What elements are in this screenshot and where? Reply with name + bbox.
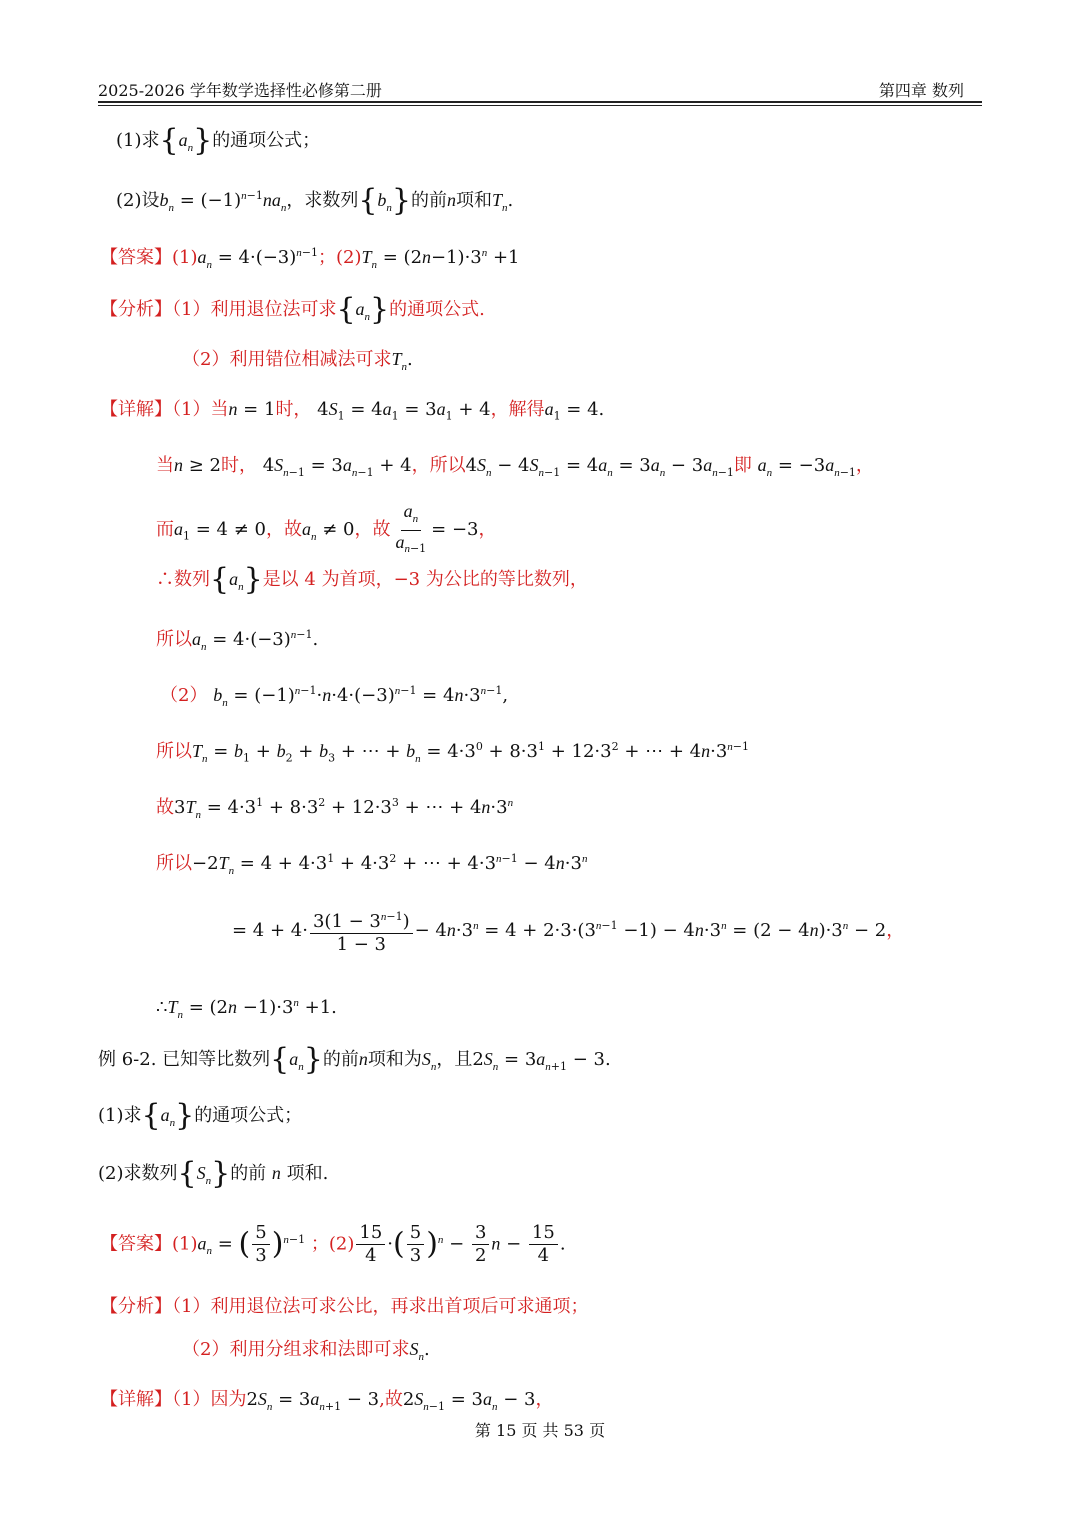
detail-line-9: 所以$-2T_n = 4 + 4\cdot 3^1 + 4\cdot 3^2$ + ⋯ + $4\cdot 3^{n-1} - 4n\cdot 3^n$ xyxy=(156,852,588,877)
example-answer-tag: 【答案】 xyxy=(100,1233,172,1255)
example-title: 例 6-2. 已知等比数列$\{a_n\}$的前n项和为$S_n$，且$2S_n = 3a_{n+1} - 3$. xyxy=(98,1042,611,1077)
detail-line-5: 所以$a_n = 4\cdot(-3)^{n-1}$. xyxy=(156,628,319,653)
example-analysis-text-1: （1）利用退位法可求公比，再求出首项后可求通项； xyxy=(172,1296,589,1317)
example-analysis-line-1 xyxy=(100,1294,588,1320)
answer-tag: 【答案】 xyxy=(100,247,172,268)
example-analysis-tag: 【分析】 xyxy=(100,1296,172,1317)
header-right: 第四章 数列 xyxy=(878,81,964,100)
detail-line-4: ∴数列$\{a_n\}$是以 4 为首项，−3 为公比的等比数列， xyxy=(156,562,588,597)
detail-line-2: 当n ≥ 2时， $4S_{n-1} = 3a_{n-1} + 4$，所以$4S_n - 4S_{n-1} = 4a_n = 3a_n - 3a_{n-1}$即 $a_n = -3a_{n-1}$， xyxy=(156,455,874,479)
page-header xyxy=(98,78,982,100)
detail-tag: 【详解】 xyxy=(100,399,172,420)
header-rule xyxy=(98,101,982,103)
detail-line-7: 所以$T_n = b_1 + b_2 + b_3$ + ⋯ + $b_n = 4\cdot 3^0 + 8\cdot 3^1 + 12\cdot 3^2$ + ⋯ + $4n\cdot 3^{n-1}$ xyxy=(156,740,750,765)
analysis-line-2: （2）利用错位相减法可求$T_n$. xyxy=(182,349,413,373)
detail-line-10: = 4 + 4· $\frac{3(1 - 3^{n-1})}{1 - 3}$ − $4n\cdot 3^n = 4 + 2\cdot 3\cdot(3^{n-1} -1) - 4n\cdot 3^n = (2 - 4n)\cdot 3^n - 2$， xyxy=(232,906,904,956)
example-analysis-line-2: （2）利用分组求和法即可求$S_n$. xyxy=(182,1339,430,1363)
example-answer-line: 【答案】$(1)a_n$ = ( $\frac{5}{3}$ )$^{n-1}$ ；(2) $\frac{15}{4}$ ·( $\frac{5}{3}$ )$^n$ − $\frac{3}{2}$ n − $\frac{15}{4}$ . xyxy=(100,1222,566,1266)
analysis-line-1: 【分析】（1）利用退位法可求$\{a_n\}$的通项公式. xyxy=(100,292,485,327)
header-rule-thin xyxy=(98,105,982,106)
question-2: (2)设$b_n = (-1)^{n-1}na_n$，求数列$\{b_n\}$的前n项和$T_n$. xyxy=(116,183,514,218)
detail-line-6: （2） $b_n = (-1)^{n-1}\cdot n\cdot 4\cdot(-3)^{n-1} = 4n\cdot 3^{n-1}$, xyxy=(160,684,509,709)
detail-line-3: 而$a_1 = 4 \ne 0$，故$a_n \ne 0$，故 $\frac{a_n}{a_{n-1}}$ = −3， xyxy=(156,501,497,556)
detail-line-8: 故$3T_n = 4\cdot 3^1 + 8\cdot 3^2 + 12\cdot 3^3$ + ⋯ + $4n\cdot 3^n$ xyxy=(156,796,514,821)
example-question-1: (1)求$\{a_n\}$的通项公式； xyxy=(98,1098,303,1133)
example-detail-tag: 【详解】 xyxy=(100,1389,172,1410)
page-footer: 第 15 页 共 53 页 xyxy=(474,1421,606,1440)
question-1: (1)求$\{a_n\}$的通项公式； xyxy=(116,123,321,158)
header-left: 2025-2026 学年数学选择性必修第二册 xyxy=(98,81,382,100)
detail-line-1: 【详解】（1）当n = 1时， $4S_1 = 4a_1 = 3a_1 + 4$，解得$a_1 = 4$. xyxy=(100,399,605,423)
detail-line-11: $\therefore T_n = (2n -1)\cdot 3^n +1$. xyxy=(156,997,337,1021)
analysis-tag: 【分析】 xyxy=(100,299,172,320)
answer-line: 【答案】$(1)a_n = 4\cdot(-3)^{n-1}$；$(2)T_n = (2n-1)\cdot 3^n +1$ xyxy=(100,246,520,271)
example-question-2: (2)求数列$\{S_n\}$的前 n 项和. xyxy=(98,1156,329,1191)
example-detail-line-1: 【详解】（1）因为$2S_n = 3a_{n+1} - 3$,故$2S_{n-1} = 3a_n - 3$， xyxy=(100,1389,554,1413)
